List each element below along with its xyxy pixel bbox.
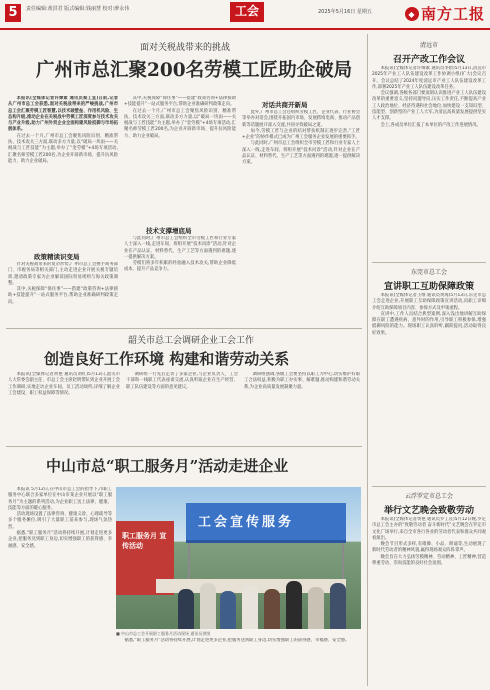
red-banner: 职工服务月 宣传活动	[116, 521, 174, 595]
lead-paragraph-6: 在过去一个月,广州市总工会聚焦风险识别、精准帮扶、技术攻关三方面,联动多方力量,以“破局一块雨——关税战与工匠技能”为主题,举办了“金劳模”+4场专项活动,汇聚名师劳模工匠200名,为企业开辟新市场、提升抗风险能力、助力企业破局。	[124, 108, 236, 139]
third-column-2	[116, 638, 361, 684]
event-photo	[116, 487, 361, 629]
second-paragraph-1: 本报讯(全媒体记者黄艳 通讯员刘红)5月13日,韶关市人大常委会副主任、市总工会主席赵明带队到企业开展工会工作调研,实地走访企业车间、员工活动场所,详细了解企业工会建设、职工权益保障等情况。	[8, 372, 120, 396]
side-3-paragraph-3: 晚会旨在大力弘扬劳模精神、劳动精神、工匠精神,营造尊重劳动、崇尚技能的良好社会氛围。	[372, 554, 486, 567]
third-paragraph-3: 据悉,“职工服务月”活动将持续开展,计划走进更多企业,把服务送到职工身边,切实增强职工的获得感、幸福感、安全感。	[8, 531, 112, 549]
lead-paragraph-10: 如今,劳模工匠与企业的结对帮扶机制正逐步完善,“工匠+企业”的协作模式已成为广州工会服务企业发展的重要抓手。	[242, 128, 360, 141]
side-2-paragraph-1: 本报讯(全媒体记者王维 通讯员黄海)5月13日,东莞市总工会走进企业,开展职工互助保障政策宣讲活动,向职工详细介绍互助保障项目内容、参保方式及申领流程。	[372, 293, 486, 311]
editor-credits: 责任编辑:黄洪君 版式编辑:钱丽慧 校对:廖永伟	[26, 6, 130, 12]
lead-column-3	[242, 110, 360, 324]
third-column-1	[8, 487, 112, 683]
side-3-unit: 云浮罗定市总工会	[404, 493, 453, 500]
crosshead-policy: 政策精读识变局	[34, 253, 80, 261]
side-1-paragraph-2: 会议强调,各级各部门要深刻认识推进产业工人队伍建设改革的重要意义,坚持问题导向,压实工作责任,不断提高产业工人政治地位、经济待遇和社会地位,加快建设一支知识型、技能型、创新型的产业工人大军,为清远高质量发展提供坚实人才支撑。	[372, 91, 486, 122]
page-number: 5	[5, 4, 21, 22]
lead-paragraph-4: 其中,关税保障“保住事”——搭建“政策咨询+法律援助+技能提升”一站式服务平台,帮助企业准确研判政策走向。	[8, 287, 118, 305]
third-paragraph-1: 本报讯 5月12日,在中山市总工会的指导下,市职工服务中心联合多家单位在中山市某企业开展以“职工服务月”为主题的系列活动,为企业职工送上法律、健康、技能等方面的暖心服务。	[8, 487, 112, 511]
lead-paragraph-3: 针对关税战带来的复杂形势,广州市总工会携手商务部门、市税务局等相关部门,主动走进企业开展关税专题培训,邀请政策专家为企业解读国际贸易规则与海关政策调整。	[8, 262, 118, 286]
lead-paragraph-9: 此外,广州市总工会还组织劳模工匠、企业代表、行业协会等举办对话会,围绕开拓国内市场、发展跨境电商、推动产品创新等话题展开深入交流,共同寻找破局之道。	[242, 110, 360, 128]
lead-column-2b	[124, 236, 236, 324]
side-2-body	[372, 293, 486, 481]
crowd	[116, 557, 361, 629]
side-3-title: 举行文艺晚会致敬劳动	[383, 506, 474, 516]
lead-paragraph-8: 劳模们将多年积累的经验融入技术攻关,帮助企业降低成本、提升产品竞争力。	[124, 261, 236, 273]
third-paragraph-2: 活动现场设置了法律咨询、健康义诊、心理疏导等多个服务摊位,吸引了大量职工前来参与,现场气氛热烈。	[8, 512, 112, 530]
side-1-paragraph-1: 本报讯(全媒体记者许嫦素 通讯员李碧)5月13日,清远市2025年产业工人队伍建设改革工作协调小组(扩大)会议召开。会议总结了2024年度清远市产业工人队伍建设改革工作,部署2025年产业工人队伍建设改革任务。	[372, 66, 486, 90]
lead-column-2	[124, 96, 236, 228]
lead-paragraph-1: 本报讯(全媒体记者许嫦素 通讯员蔡工宣)日前,记者从广州市总工会获悉,面对关税战带来的严峻挑战,广州市总工会汇聚劳模工匠智慧,以技术破壁垒、作用机风险、生态构升级,推动企业在关税战中劳模工匠深度参与技术攻关与产业升级,助力广州外贸企业全面构建风险抵御与市场拓展体系。	[8, 96, 118, 133]
second-paragraph-2: 调研组一行先后走访了多家企业,与企业负责人、工会干部和一线职工代表座谈交流,认真听取企业在生产经营、职工队伍建设等方面的意见建议。	[126, 372, 238, 390]
second-paragraph-3: 调研组强调,各级工会要坚持以职工为中心,切实维护好职工合法权益,积极为职工办实事、解难题,推动构建和谐劳动关系,为企业高质量发展凝聚力量。	[244, 372, 360, 390]
side-1-title: 召开产改工作会议	[392, 55, 465, 65]
second-column-1	[8, 372, 120, 444]
side-1-unit: 清远市	[419, 42, 438, 49]
lead-paragraph-2: 在过去一个月,广州市总工会聚焦风险识别、精准帮扶、技术攻关三方面,联动多方力量,以“破局一块雨——关税战与工匠技能”为主题,举办了“金劳模”+4场专项活动,汇聚名师劳模工匠200名,为企业开辟新市场、提升抗风险能力、助力企业破局。	[8, 133, 118, 164]
issue-date: 2025年5月16日 星期五	[318, 9, 372, 15]
second-headline: 创造良好工作环境 构建和谐劳动关系	[44, 350, 290, 368]
side-1-paragraph-3: 会上,各成员单位汇报了本单位的产改工作进展情况。	[380, 122, 481, 128]
section-rule	[6, 328, 362, 329]
third-paragraph-4: 据悉,“职工服务月”活动将持续开展,计划走进更多企业,把服务送到职工身边,切实增强职工的获得感、幸福感、安全感。	[124, 638, 350, 643]
side-1-body	[372, 66, 486, 256]
side-3-paragraph-2: 晚会节目形式多样,有歌舞、小品、朗诵等,生动展现了新时代劳动者的精神风貌,赢得现场观众阵阵掌声。	[372, 542, 486, 554]
side-2-title: 宣讲职工互助保障政策	[383, 282, 474, 292]
lead-headline: 广州市总汇聚200名劳模工匠助企破局	[36, 60, 353, 81]
lead-column-1b	[8, 262, 118, 324]
column-divider	[367, 34, 368, 686]
side-2-paragraph-2: 宣讲中,工作人员结合典型案例,深入浅出地讲解互助保障在职工遭遇疾病、意外时的作用,引导职工积极参保,增强抵御风险的能力。现场职工认真聆听,踊跃提问,活动取得良好效果。	[372, 311, 486, 336]
photo-caption: ■ 中山市总工会开展职工服务月活动现场 通讯员供图	[116, 631, 211, 636]
lead-kicker: 面对关税战带来的挑战	[140, 43, 231, 53]
lead-paragraph-7: 与此同时,广州市总工会组织全市劳模工匠和行业专家人士深入一线,走进车间、班组开展“技术问诊”活动,针对企业在产品认证、材料替代、生产工艺等方面遇到的难题,逐一提供解决方案。	[124, 236, 236, 260]
second-column-3	[244, 372, 360, 444]
third-headline: 中山市总“职工服务月”活动走进企业	[46, 457, 289, 475]
paper-logo: ◆ 南方工报	[405, 3, 485, 24]
side-3-body	[372, 517, 486, 685]
section-rule	[6, 446, 362, 447]
second-column-2	[126, 372, 238, 444]
second-kicker: 韶关市总工会调研企业工会工作	[128, 336, 255, 346]
crosshead-tech: 技术支撑增底局	[146, 227, 192, 235]
side-rule	[372, 486, 486, 487]
logo-icon: ◆	[405, 7, 419, 21]
side-rule	[372, 262, 486, 263]
masthead	[0, 0, 490, 30]
lead-paragraph-5: 其中,关税保障“保住事”——搭建“政策咨询+法律援助+技能提升”一站式服务平台,帮助企业准确研判政策走向。	[124, 96, 236, 108]
side-3-paragraph-1: 本报讯(全媒体记者黄艳 通讯员罗工宣)5月12日晚,罗定市总工会主办的“致敬劳动者 奋斗新时代”文艺晚会在罗定市文化广场举行,来自全市各行各业的劳动者代表和群众共同观看演出。	[372, 517, 486, 541]
tent-banner-text: 工会宣传服务	[198, 515, 295, 530]
side-2-unit: 东莞市总工会	[410, 269, 447, 276]
crosshead-dialogue: 对话共商开新局	[262, 101, 308, 109]
lead-paragraph-11: 与此同时,广州市总工会组织全市劳模工匠和行业专家人士深入一线,走进车间、班组开展“技术问诊”活动,针对企业在产品认证、材料替代、生产工艺等方面遇到的难题,逐一提供解决方案。	[242, 141, 360, 166]
section-title: 工会	[230, 2, 264, 22]
